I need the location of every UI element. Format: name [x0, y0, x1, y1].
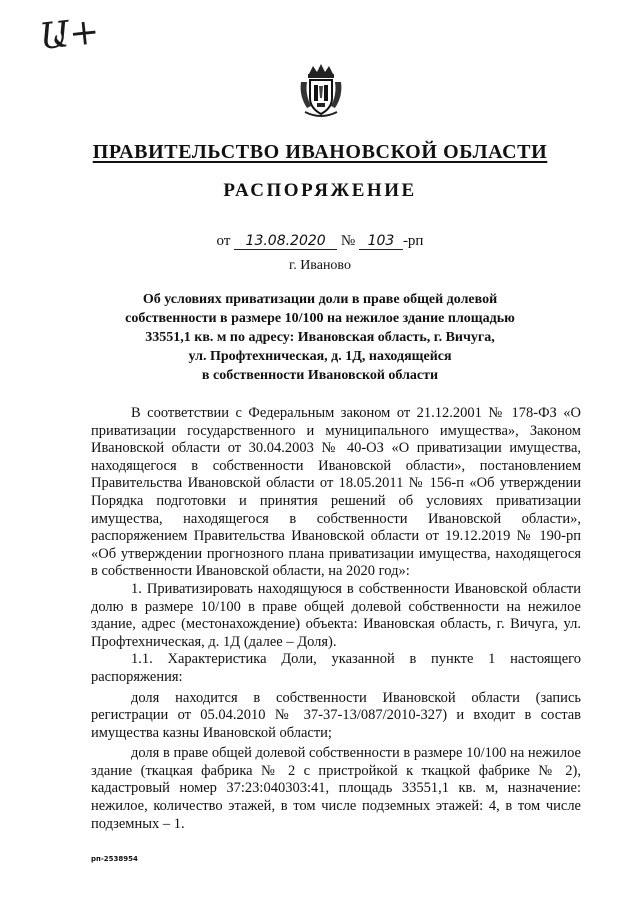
paragraph-preamble: В соответствии с Федеральным законом от 21.12.2001 № 178-ФЗ «О приватизации государственного и муниципального имущества», Законом Ивановской области от 30.04.2003 № 40-ОЗ «О приватизации имущества, находящегося в собственности Ивановской области», постановлением Правительства Ивановской области от 18.05.2011 № 156-п «Об утверждении Порядка подготовки и принятия решений об условиях приватизации имущества, находящегося в собственности Ивановской области», распоряжением Правительства Ивановской области от 19.12.2019 № 190-рп «Об утверждении прогнозного плана приватизации имущества, находящегося в собственности Ивановской области, на 2020 год»: [91, 405, 581, 580]
subject-line: Об условиях приватизации доли в праве общей долевой [142, 292, 498, 307]
number-value: 103 [359, 233, 403, 250]
paragraph-share-description: доля в праве общей долевой собственности в размере 10/100 на нежилое здание (ткацкая фабрика № 2 с пристройкой к ткацкой фабрике № 2), кадастровый номер 37:23:040303:41, площадь 33551,1 кв. м, назначение: нежилое, количество этажей, в том числе подземных этажей: 4, в том числе подземных – 1. [91, 745, 581, 832]
handwritten-mark: Ա+ [38, 11, 102, 58]
subject-heading [100, 290, 540, 385]
document-type: РАСПОРЯЖЕНИЕ [223, 180, 417, 201]
number-sign: № [340, 233, 356, 249]
subject-line: в собственности Ивановской области [201, 368, 439, 383]
subject-line: собственности в размере 10/100 на нежилое здание площадью [125, 311, 515, 326]
number-suffix: -рп [402, 233, 424, 249]
subject-line: 33551,1 кв. м по адресу: Ивановская область, г. Вичуга, [145, 330, 495, 345]
government-title: ПРАВИТЕЛЬСТВО ИВАНОВСКОЙ ОБЛАСТИ [92, 141, 548, 163]
document-body [91, 405, 581, 833]
date-prefix: от [216, 233, 231, 249]
city: г. Иваново [289, 258, 351, 273]
date-value: 13.08.2020 [234, 233, 337, 250]
paragraph-item-1-1: 1.1. Характеристика Доли, указанной в пункте 1 настоящего распоряжения: [91, 651, 581, 685]
paragraph-share-ownership: доля находится в собственности Ивановской области (запись регистрации от 05.04.2010 № 37-37-13/087/2010-327) и входит в состав имущества казны Ивановской области; [91, 689, 581, 741]
date-number-line [0, 233, 640, 250]
coat-of-arms-emblem [297, 62, 345, 118]
subject-line: ул. Профтехническая, д. 1Д, находящейся [188, 349, 452, 364]
footer-document-code: рп-2538954 [91, 855, 138, 863]
paragraph-item-1: 1. Приватизировать находящуюся в собственности Ивановской области долю в размере 10/100 в праве общей долевой собственности на нежилое здание, адрес (местонахождение) объекта: Ивановская область, г. Вичуга, ул. Профтехническая, д. 1Д (далее – Доля). [91, 580, 581, 650]
